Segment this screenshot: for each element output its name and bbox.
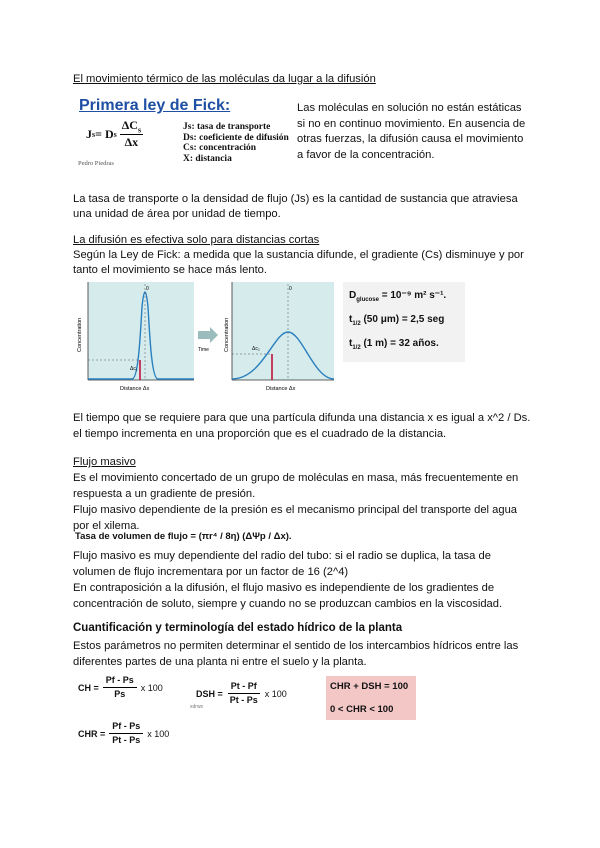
graph2-zero: 0 [289, 286, 292, 292]
graph1-xlabel: Distance Δx [120, 386, 150, 392]
para-line: Flujo masivo dependiente de la presión es el mecanismo principal del transporte del agua [73, 504, 518, 516]
para-line: concentración de soluto, siempre y cuando no se produzcan cambios en la viscosidad. [73, 598, 503, 610]
diffusion-params-box [343, 282, 465, 362]
eq-lhs-sub: s [92, 129, 96, 139]
eq-num: ΔC [121, 118, 138, 132]
legend-item: X: distancia [183, 153, 232, 164]
chr-fraction [109, 720, 143, 747]
param-d-sub: glucose [356, 297, 379, 303]
diffusion-time-text [73, 410, 530, 442]
section2-text [73, 248, 524, 278]
para-line: diferentes partes de una planta ni entre el suelo y la planta. [73, 656, 367, 668]
para-line: volumen de flujo incrementara por un factor de 16 (2^4) [73, 566, 349, 578]
image-author: Pedro Piedras [78, 160, 114, 167]
chr-equation [78, 720, 169, 747]
side-line: otras fuerzas, la difusión causa el movimiento [297, 133, 524, 145]
param-t2-sub: 1/2 [352, 345, 361, 351]
param-t2-value: (1 m) = 32 años. [360, 338, 439, 349]
para-line: Estos parámetros no permiten determinar el sentido de los intercambios hídricos entre las [73, 640, 519, 652]
ch-fraction [103, 674, 137, 701]
param-t1 [349, 310, 459, 334]
ch-mult: x 100 [140, 682, 163, 693]
section4-text [73, 638, 518, 670]
dsh-equation [196, 680, 287, 707]
dsh-fraction [227, 680, 261, 707]
time-label: Time [198, 347, 209, 353]
legend-item: Cs: concentración [183, 143, 257, 153]
time-arrow [196, 325, 222, 353]
ch-label: CH = [78, 682, 99, 693]
ch-equation [78, 674, 163, 701]
dsh-mult: x 100 [264, 688, 287, 699]
graph2-xlabel: Distance Δx [266, 386, 296, 392]
eq-d-sub: s [113, 129, 117, 139]
para-line: el tiempo incrementa en una proporción que es el cuadrado de la distancia. [73, 428, 447, 440]
para-line: Según la Ley de Fick: a medida que la sustancia difunde, el gradiente (Cs) disminuye y por [73, 249, 524, 261]
side-line: a favor de la concentración. [297, 148, 435, 161]
graph1-zero: 0 [146, 286, 149, 292]
para-line: Flujo masivo es muy dependiente del radio del tubo: si el radio se duplica, la tasa de [73, 550, 491, 562]
fick-title: Primera ley de Fick: [79, 97, 231, 114]
eq-num-sub: s [137, 125, 142, 135]
para-line: El tiempo que se requiere para que una partícula difunda una distancia x es igual a x^2 / Ds. [73, 412, 531, 424]
ch-num: Pf - Ps [103, 674, 137, 688]
section3-heading: Flujo masivo [73, 456, 136, 468]
para-line: respuesta a un gradiente de presión. [73, 488, 256, 500]
fick-legend [183, 122, 289, 164]
chr-label: CHR = [78, 728, 106, 739]
side-line: Las moléculas en solución no están estáticas [297, 102, 522, 114]
fick-equation [86, 118, 143, 150]
diffusion-graph-later [222, 282, 334, 397]
dsh-tiny-label: xdrws [190, 704, 204, 710]
eq-den: Δx [124, 135, 139, 150]
section3-body [73, 470, 518, 534]
dsh-num: Pt - Pf [228, 680, 260, 694]
para-line: En contraposición a la difusión, el flujo masivo es independiente de los gradientes de [73, 582, 495, 594]
dsh-label: DSH = [196, 688, 223, 699]
section3-body-2 [73, 548, 502, 612]
eq-fraction [120, 118, 143, 150]
legend-item: Js: tasa de transporte [183, 122, 271, 132]
chr-num: Pf - Ps [109, 720, 143, 734]
param-t2 [349, 334, 459, 358]
param-d [349, 286, 459, 310]
section1-heading: El movimiento térmico de las moléculas da lugar a la difusión [73, 73, 376, 85]
para-line: una unidad de área por unidad de tiempo. [73, 208, 281, 220]
param-d-value: = 10⁻⁹ m² s⁻¹. [378, 290, 447, 301]
legend-item: Ds: coeficiente de difusión [183, 132, 289, 143]
para-line: La tasa de transporte o la densidad de flujo (Js) es la cantidad de sustancia que atraviesa [73, 193, 518, 205]
section2-heading: La difusión es efectiva solo para distancias cortas [73, 234, 320, 246]
graph2-mark: Δc₂ [252, 346, 260, 352]
para-line: por el xilema. [73, 520, 140, 532]
flux-paragraph [73, 192, 518, 222]
param-t1-sub: 1/2 [352, 321, 361, 327]
box-line-range: 0 < CHR < 100 [330, 704, 394, 715]
chr-den: Pt - Ps [112, 735, 141, 745]
flow-formula: Tasa de volumen de flujo = (πr⁴ / 8η) (ΔΨp / Δx). [75, 531, 292, 542]
eq-eq: = D [95, 126, 114, 141]
chr-dsh-box [326, 676, 416, 720]
side-line: si no en continuo movimiento. En ausencia de [297, 117, 526, 130]
dsh-den: Pt - Ps [229, 695, 258, 705]
graph1-ylabel: Concentration [77, 317, 83, 352]
param-t2-label: t [349, 338, 353, 349]
param-t1-label: t [349, 314, 353, 325]
chr-mult: x 100 [147, 728, 170, 739]
param-d-label: D [349, 290, 357, 301]
diffusion-graph-initial [74, 282, 194, 397]
param-t1-value: (50 μm) = 2,5 seg [360, 314, 445, 325]
eq-lhs: J [86, 126, 92, 141]
box-line-sum: CHR + DSH = 100 [330, 681, 409, 692]
side-text [297, 101, 525, 163]
ch-den: Ps [114, 689, 126, 699]
section4-heading: Cuantificación y terminología del estado hídrico de la planta [73, 622, 403, 634]
graph2-ylabel: Concentration [224, 317, 230, 352]
graph1-mark: Δc₁ [130, 366, 138, 372]
para-line: Es el movimiento concertado de un grupo de moléculas en masa, más frecuentemente en [73, 472, 519, 484]
para-line: tanto el movimiento se hace más lento. [73, 264, 268, 276]
